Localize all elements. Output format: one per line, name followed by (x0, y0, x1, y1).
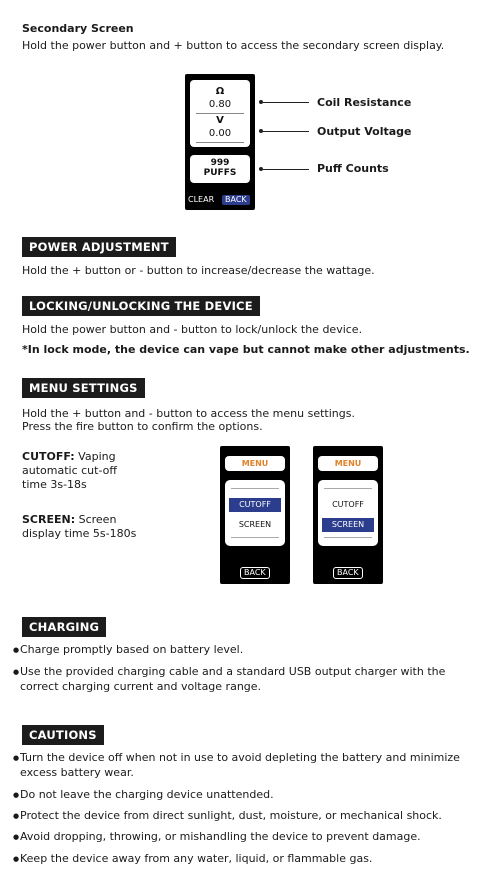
callout-puff-counts: Puff Counts (317, 162, 389, 175)
caution-bullet-1-cont: excess battery wear. (20, 766, 134, 779)
menu-screen-cutoff-selected (220, 446, 290, 584)
menu-item-screen[interactable]: SCREEN (238, 520, 272, 529)
menu-screen-screen-selected (313, 446, 383, 584)
charging-header: CHARGING (22, 617, 106, 637)
back-button[interactable]: BACK (222, 195, 250, 205)
power-adjustment-header: POWER ADJUSTMENT (22, 237, 176, 257)
menu-list (318, 480, 378, 546)
caution-bullet-5: ● Keep the device away from any water, liquid, or flammable gas. (20, 852, 372, 866)
divider (324, 488, 372, 489)
puff-count-label: PUFFS (203, 168, 237, 178)
cutoff-text: Vaping (74, 450, 116, 463)
cautions-header: CAUTIONS (22, 725, 104, 745)
screen-description-line2: display time 5s-180s (22, 527, 137, 540)
screen-label: SCREEN: (22, 513, 76, 526)
menu-list (225, 480, 285, 546)
puff-count-value: 999 (210, 158, 230, 168)
caution-bullet-2: ● Do not leave the charging device unattended. (20, 788, 274, 802)
callout-line (263, 102, 309, 103)
caution-bullet-1: ● Turn the device off when not in use to avoid depleting the battery and minimize (20, 751, 460, 765)
menu-item-cutoff[interactable]: CUTOFF (332, 500, 364, 509)
callout-line (263, 169, 309, 170)
divider (231, 488, 279, 489)
menu-title: MENU (318, 456, 378, 471)
ohm-value: 0.80 (208, 99, 232, 110)
charging-bullet-2-cont: correct charging current and voltage range. (20, 680, 262, 693)
lock-mode-note: *In lock mode, the device can vape but cannot make other adjustments. (22, 343, 470, 356)
menu-title: MENU (225, 456, 285, 471)
menu-settings-header: MENU SETTINGS (22, 378, 145, 398)
divider (196, 142, 244, 143)
clear-button[interactable]: CLEAR (188, 195, 215, 204)
divider (196, 113, 244, 114)
resistance-voltage-card (190, 80, 250, 147)
secondary-description: Hold the power button and + button to access the secondary screen display. (22, 39, 445, 52)
power-adjustment-text: Hold the + button or - button to increase/decrease the wattage. (22, 264, 375, 277)
menu-settings-line2: Press the fire button to confirm the options. (22, 420, 263, 433)
secondary-title: Secondary Screen (22, 22, 134, 35)
secondary-screen (185, 74, 255, 210)
menu-item-screen[interactable]: SCREEN (322, 518, 374, 532)
cutoff-description-line2: automatic cut-off (22, 464, 117, 477)
cutoff-description-line1 (22, 450, 116, 464)
menu-back-button[interactable]: BACK (240, 567, 270, 579)
divider (324, 537, 372, 538)
callout-output-voltage: Output Voltage (317, 125, 412, 138)
menu-item-cutoff[interactable]: CUTOFF (229, 498, 281, 512)
menu-settings-line1: Hold the + button and - button to access the menu settings. (22, 407, 355, 420)
charging-bullet-1: ● Charge promptly based on battery level. (20, 643, 243, 657)
screen-text: Screen (75, 513, 117, 526)
caution-bullet-4: ● Avoid dropping, throwing, or mishandling the device to prevent damage. (20, 830, 421, 844)
voltage-symbol: V (216, 115, 224, 126)
cutoff-description-line3: time 3s-18s (22, 478, 87, 491)
charging-bullet-2: ● Use the provided charging cable and a standard USB output charger with the (20, 665, 445, 679)
puff-count-card (190, 155, 250, 183)
callout-line (263, 131, 309, 132)
locking-header: LOCKING/UNLOCKING THE DEVICE (22, 296, 260, 316)
locking-text: Hold the power button and - button to lock/unlock the device. (22, 323, 363, 336)
caution-bullet-3: ● Protect the device from direct sunlight, dust, moisture, or mechanical shock. (20, 809, 442, 823)
cutoff-label: CUTOFF: (22, 450, 75, 463)
callout-coil-resistance: Coil Resistance (317, 96, 412, 109)
voltage-value: 0.00 (208, 128, 232, 139)
menu-back-button[interactable]: BACK (333, 567, 363, 579)
divider (231, 537, 279, 538)
ohm-symbol: Ω (215, 86, 225, 97)
screen-description-line1 (22, 513, 116, 527)
